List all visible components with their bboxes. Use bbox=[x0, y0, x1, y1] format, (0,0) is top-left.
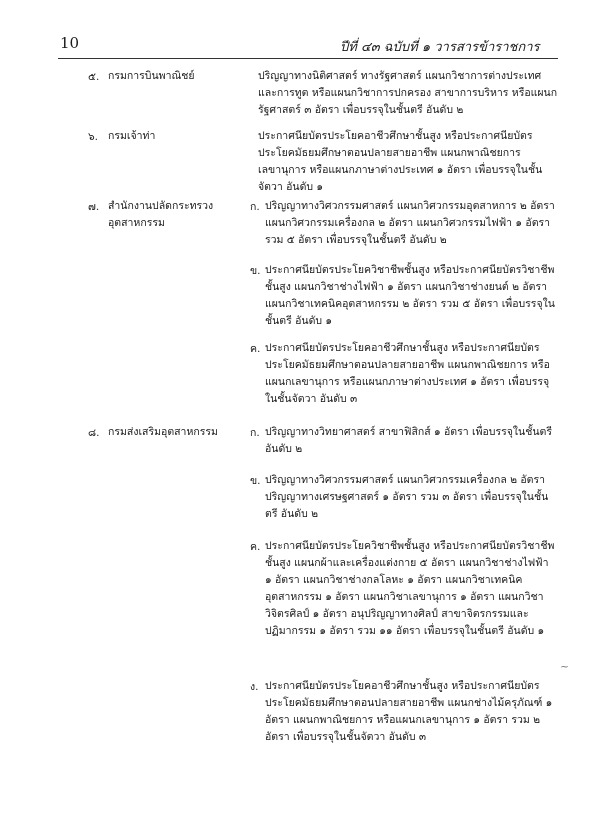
page-number: 10 bbox=[60, 34, 80, 52]
pen-mark-icon: ~ bbox=[560, 660, 570, 673]
entry-paragraph: ประกาศนียบัตรประโยควิชาชีพชั้นสูง หรือประกาศนียบัตรวิชาชีพชั้นสูง แผนกผ้าและเครื่องแต่งกาย ๕ อัตรา แผนกวิชาช่างไฟฟ้า ๑ อัตรา แผนกวิชาช่างกลโลหะ ๑ อัตรา แผนกวิชาเทคนิคอุตสาหกรรม ๑ อัตรา แผนกวิชาเลขานุการ ๑ อัตรา แผนกวิชาวิจิตรศิลป์ ๑ อัตรา อนุปริญญาทางศิลป์ สาขาจิตรกรรมและปฏิมากรรม ๑ อัตรา รวม ๑๑ อัตรา เพื่อบรรจุในชั้นตรี อันดับ ๑ bbox=[265, 540, 555, 637]
entry-paragraph: ปริญญาทางวิศวกรรมศาสตร์ แผนกวิศวกรรมเครื่องกล ๒ อัตรา ปริญญาทางเศรษฐศาสตร์ ๑ อัตรา รวม ๓ อัตรา เพื่อบรรจุในชั้นตรี อันดับ ๒ bbox=[265, 474, 549, 520]
entry-paragraph: ปริญญาทางนิติศาสตร์ ทางรัฐศาสตร์ แผนกวิชาการต่างประเทศ และการทูต หรือแผนกวิชาการปกครอง สาขาการบริหาร หรือแผนกรัฐศาสตร์ ๓ อัตรา เพื่อบรรจุในชั้นตรี อันดับ ๒ bbox=[258, 70, 558, 116]
entry-paragraph: ประกาศนียบัตรประโยคอาชีวศึกษาชั้นสูง หรือประกาศนียบัตรประโยคมัธยมศึกษาตอนปลายสายอาชีพ แผนกช่างไม้ครุภัณฑ์ ๑ อัตรา แผนกพาณิชยการ หรือแผนกเลขานุการ ๑ อัตรา รวม ๒ อัตรา เพื่อบรรจุในชั้นจัตวา อันดับ ๓ bbox=[265, 680, 553, 743]
entry-paragraph: ปริญญาทางวิศวกรรมศาสตร์ แผนกวิศวกรรมอุตสาหการ ๒ อัตรา แผนกวิศวกรรมเครื่องกล ๒ อัตรา แผนกวิศวกรรมไฟฟ้า ๑ อัตรา รวม ๕ อัตรา เพื่อบรรจุในชั้นตรี อันดับ ๒ bbox=[265, 200, 555, 246]
entry-number: ๗. bbox=[88, 201, 100, 213]
entry-department: สำนักงานปลัดกระทรวงอุตสาหกรรม bbox=[108, 200, 214, 229]
journal-header: ปีที่ ๔๓ ฉบับที่ ๑ วารสารข้าราชการ bbox=[340, 40, 540, 55]
sub-item-mark: ข. bbox=[250, 475, 261, 487]
entry-number: ๕. bbox=[88, 71, 100, 83]
entry-department: กรมเจ้าท่า bbox=[108, 130, 156, 142]
sub-item-mark: ข. bbox=[250, 265, 261, 277]
entry-paragraph: ประกาศนียบัตรประโยคอาชีวศึกษาชั้นสูง หรือประกาศนียบัตรประโยคมัธยมศึกษาตอนปลายสายอาชีพ แผนกพาณิชยการ เลขานุการ หรือแผนกภาษาต่างประเทศ ๑ อัตรา เพื่อบรรจุในชั้นจัตวา อันดับ ๑ bbox=[258, 130, 543, 193]
sub-item-mark: ก. bbox=[250, 427, 260, 439]
sub-item-mark: ก. bbox=[250, 201, 260, 213]
entry-number: ๖. bbox=[88, 131, 99, 143]
header-rule bbox=[58, 58, 558, 59]
entry-department: กรมส่งเสริมอุตสาหกรรม bbox=[108, 426, 218, 438]
sub-item-mark: ง. bbox=[250, 681, 259, 693]
entry-number: ๘. bbox=[88, 427, 100, 439]
entry-paragraph: ปริญญาทางวิทยาศาสตร์ สาขาฟิสิกส์ ๑ อัตรา เพื่อบรรจุในชั้นตรี อันดับ ๒ bbox=[265, 426, 552, 455]
sub-item-mark: ค. bbox=[250, 343, 261, 355]
entry-paragraph: ประกาศนียบัตรประโยควิชาชีพชั้นสูง หรือประกาศนียบัตรวิชาชีพชั้นสูง แผนกวิชาช่างไฟฟ้า ๑ อัตรา แผนกวิชาช่างยนต์ ๒ อัตรา แผนกวิชาเทคนิคอุตสาหกรรม ๒ อัตรา รวม ๕ อัตรา เพื่อบรรจุในชั้นตรี อันดับ ๑ bbox=[265, 264, 555, 327]
entry-department: กรมการบินพาณิชย์ bbox=[108, 70, 195, 82]
entry-paragraph: ประกาศนียบัตรประโยคอาชีวศึกษาชั้นสูง หรือประกาศนียบัตรประโยคมัธยมศึกษาตอนปลายสายอาชีพ แผนกพาณิชยการ หรือแผนกเลขานุการ หรือแผนกภาษาต่างประเทศ ๑ อัตรา เพื่อบรรจุในชั้นจัตวา อันดับ ๓ bbox=[265, 342, 550, 405]
sub-item-mark: ค. bbox=[250, 541, 261, 553]
